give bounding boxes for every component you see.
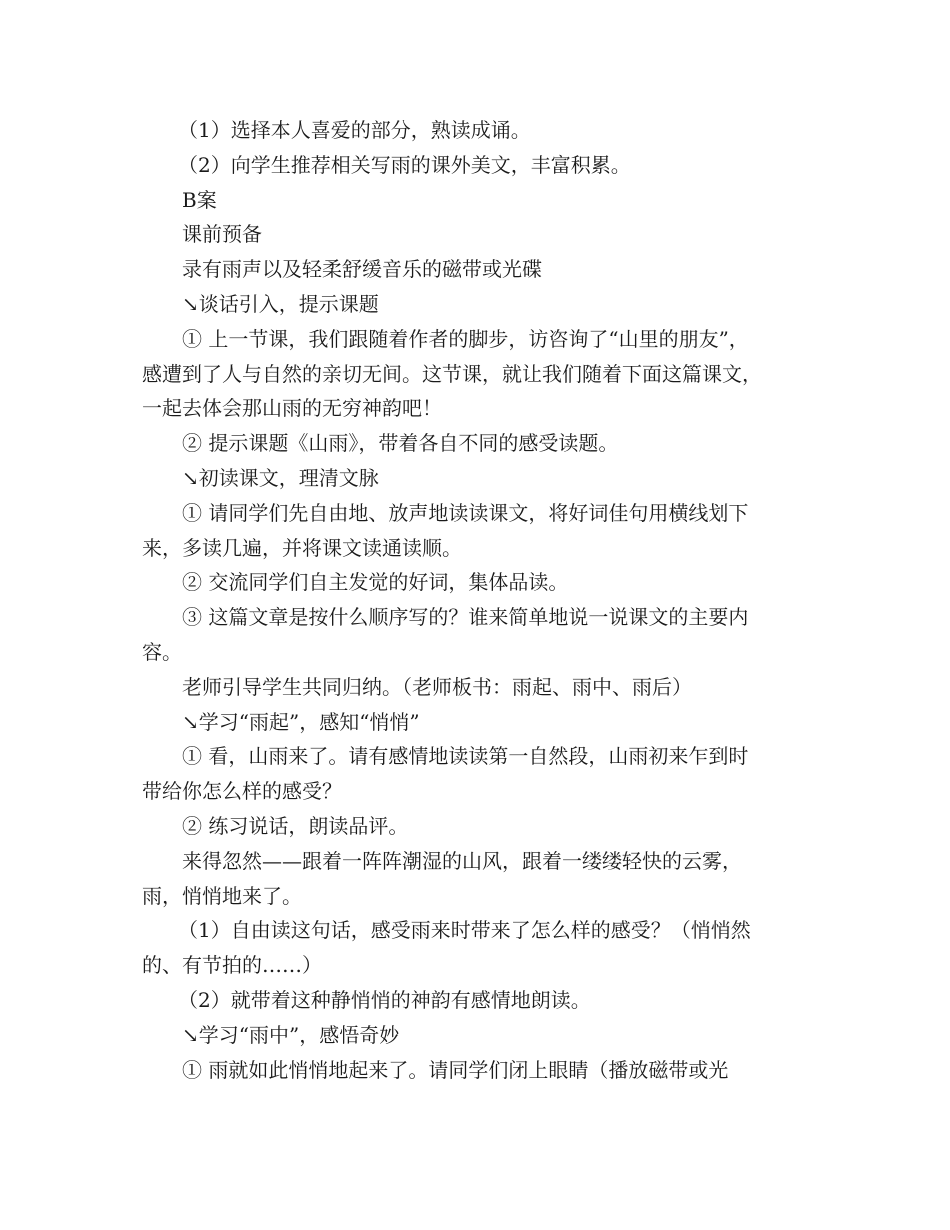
text-line: 一起去体会那山雨的无穷神韵吧！	[142, 396, 442, 421]
section-heading: 课前预备	[182, 222, 262, 247]
text-line: （2）向学生推荐相关写雨的课外美文，丰富积累。	[178, 152, 631, 177]
text-line: 的、有节拍的……）	[142, 953, 322, 978]
text-line: 来，多读几遍，并将课文读通读顺。	[142, 535, 462, 560]
text-line: ① 上一节课，我们跟随着作者的脚步，访咨询了“山里的朋友”，	[182, 326, 749, 351]
text-line: 老师引导学生共同归纳。（老师板书：雨起、雨中、雨后）	[182, 674, 692, 699]
text-line: （1）自由读这句话，感受雨来时带来了怎么样的感受？（悄悄然	[178, 918, 751, 943]
step-heading: ↘谈话引入，提示课题	[182, 291, 379, 316]
step-heading: ↘学习“雨起”，感知“悄悄”	[182, 709, 420, 734]
text-line: 感遭到了人与自然的亲切无间。这节课，就让我们随着下面这篇课文，	[142, 361, 762, 386]
text-line: 带给你怎么样的感受？	[142, 779, 342, 804]
text-line: 来得忽然——跟着一阵阵潮湿的山风，跟着一缕缕轻快的云雾，	[182, 848, 742, 873]
step-heading: ↘初读课文，理清文脉	[182, 465, 379, 490]
text-line: ① 雨就如此悄悄地起来了。请同学们闭上眼睛（播放磁带或光	[182, 1057, 729, 1082]
document-body	[142, 113, 822, 1087]
text-line: 录有雨声以及轻柔舒缓音乐的磁带或光碟	[182, 257, 542, 282]
text-line: 容。	[142, 639, 182, 664]
text-line: 雨，悄悄地来了。	[142, 883, 302, 908]
text-line: ② 提示课题《山雨》，带着各自不同的感受读题。	[182, 431, 619, 456]
text-line: ① 看，山雨来了。请有感情地读读第一自然段，山雨初来乍到时	[182, 744, 749, 769]
text-line: ① 请同学们先自由地、放声地读读课文，将好词佳句用横线划下	[182, 500, 749, 525]
section-heading: B案	[182, 187, 217, 212]
text-line: ③ 这篇文章是按什么顺序写的？谁来简单地说一说课文的主要内	[182, 605, 749, 630]
text-line: （2）就带着这种静悄悄的神韵有感情地朗读。	[178, 987, 591, 1012]
text-line: ② 练习说话，朗读品评。	[182, 813, 409, 838]
text-line: ② 交流同学们自主发觉的好词，集体品读。	[182, 570, 569, 595]
step-heading: ↘学习“雨中”，感悟奇妙	[182, 1022, 400, 1047]
text-line: （1）选择本人喜爱的部分，熟读成诵。	[178, 118, 531, 142]
